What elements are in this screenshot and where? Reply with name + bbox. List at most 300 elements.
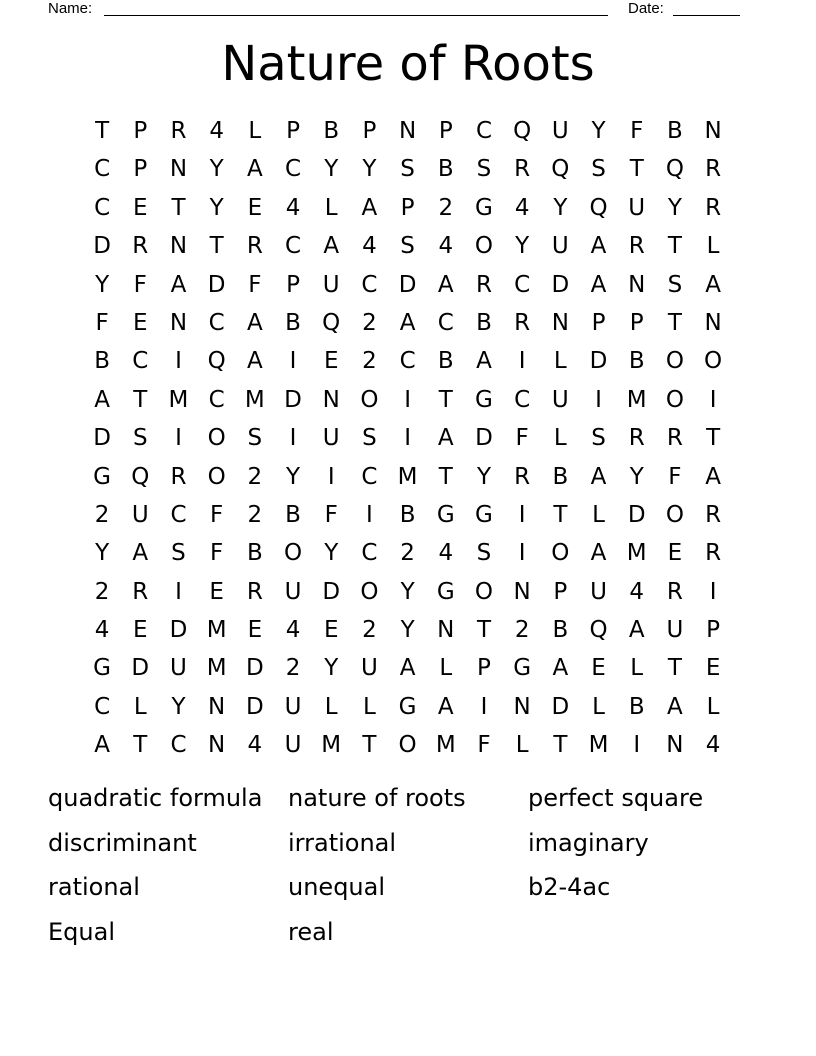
grid-letter: M	[244, 386, 265, 413]
grid-letter: E	[133, 194, 148, 221]
grid-letter: I	[404, 386, 411, 413]
grid-letter: O	[360, 578, 379, 605]
grid-letter: D	[245, 693, 264, 720]
grid-letter: T	[133, 386, 148, 413]
grid-letter: P	[286, 271, 300, 298]
grid-letter: C	[285, 156, 302, 183]
grid-letter: R	[475, 271, 492, 298]
grid-letter: L	[133, 693, 147, 720]
grid-letter: M	[435, 732, 456, 759]
grid-letter: T	[667, 233, 682, 260]
grid-letter: A	[705, 271, 721, 298]
grid-letter: R	[705, 540, 722, 567]
grid-letter: C	[514, 386, 531, 413]
grid-letter: Q	[322, 309, 341, 336]
grid-letter: R	[705, 194, 722, 221]
grid-letter: E	[323, 348, 339, 375]
grid-row	[83, 726, 733, 764]
grid-letter: C	[437, 309, 454, 336]
word-bank-item: irrational	[288, 828, 397, 857]
grid-letter: N	[398, 118, 417, 144]
word-bank-item: Equal	[48, 917, 115, 946]
grid-letter: A	[590, 540, 607, 567]
grid-letter: U	[551, 118, 569, 144]
grid-letter: P	[629, 309, 644, 336]
grid-letter: C	[361, 271, 378, 298]
grid-letter: Y	[95, 271, 110, 298]
grid-letter: Y	[400, 578, 415, 605]
grid-letter: A	[361, 194, 378, 221]
grid-letter: L	[324, 693, 338, 720]
grid-letter: S	[400, 156, 415, 183]
grid-letter: U	[322, 425, 340, 452]
word-bank-item: rational	[48, 873, 140, 901]
grid-letter: Y	[476, 463, 491, 490]
grid-letter: 4	[514, 194, 530, 221]
grid-letter: 2	[400, 540, 415, 567]
date-blank-line	[673, 15, 740, 16]
grid-letter: C	[170, 732, 187, 759]
grid-letter: Y	[209, 156, 224, 183]
word-bank	[48, 778, 768, 956]
grid-letter: S	[591, 156, 606, 183]
grid-letter: E	[323, 617, 339, 644]
grid-letter: 4	[247, 732, 263, 759]
grid-letter: A	[628, 617, 645, 644]
grid-letter: F	[133, 271, 147, 298]
name-blank-line	[104, 15, 608, 16]
grid-letter: E	[209, 578, 224, 605]
grid-letter: C	[514, 271, 531, 298]
grid-letter: R	[514, 309, 531, 336]
grid-letter: Q	[207, 348, 226, 375]
grid-letter: P	[133, 118, 148, 144]
grid-letter: 4	[438, 233, 454, 260]
grid-letter: A	[323, 233, 340, 260]
grid-letter: N	[169, 233, 188, 260]
grid-letter: Q	[551, 156, 570, 183]
grid-letter: M	[168, 386, 189, 413]
grid-letter: 2	[94, 578, 110, 605]
grid-letter: S	[667, 271, 683, 298]
grid-letter: 2	[362, 617, 377, 644]
grid-letter: A	[590, 271, 607, 298]
grid-letter: T	[362, 732, 377, 759]
grid-letter: A	[705, 463, 721, 490]
grid-letter: E	[247, 194, 263, 221]
grid-letter: A	[399, 655, 416, 682]
grid-letter: R	[514, 156, 531, 183]
grid-letter: F	[477, 732, 491, 759]
grid-letter: C	[399, 348, 416, 375]
grid-letter: A	[667, 693, 683, 720]
grid-letter: C	[208, 386, 225, 413]
grid-letter: O	[207, 463, 226, 490]
grid-letter: F	[515, 425, 529, 452]
grid-letter: T	[133, 732, 148, 759]
grid-letter: B	[323, 118, 340, 144]
grid-letter: P	[133, 156, 148, 183]
grid-letter: D	[284, 386, 302, 413]
grid-letter: O	[283, 540, 303, 567]
grid-letter: O	[474, 578, 494, 605]
grid-letter: Y	[553, 194, 568, 221]
grid-letter: G	[93, 655, 111, 682]
grid-row	[83, 688, 733, 726]
grid-letter: Y	[324, 655, 339, 682]
word-bank-item: discriminant	[48, 828, 197, 857]
grid-letter: A	[437, 425, 454, 452]
grid-letter: A	[170, 271, 187, 298]
grid-letter: B	[285, 501, 301, 528]
grid-letter: R	[666, 425, 683, 452]
grid-letter: E	[133, 309, 148, 336]
grid-letter: I	[595, 386, 602, 413]
grid-row	[83, 611, 733, 649]
grid-letter: T	[667, 309, 682, 336]
grid-letter: B	[246, 540, 263, 567]
grid-letter: U	[170, 655, 187, 682]
grid-letter: C	[475, 118, 492, 144]
grid-letter: 2	[362, 348, 377, 375]
grid-letter: Q	[589, 617, 608, 644]
grid-letter: N	[208, 693, 226, 720]
grid-letter: L	[630, 655, 644, 682]
grid-letter: D	[627, 501, 646, 528]
grid-letter: G	[475, 386, 493, 413]
grid-letter: L	[248, 118, 262, 144]
grid-letter: S	[132, 425, 148, 452]
grid-letter: A	[590, 233, 607, 260]
grid-letter: D	[322, 578, 341, 605]
grid-letter: E	[591, 655, 606, 682]
grid-letter: M	[626, 386, 647, 413]
grid-letter: B	[667, 118, 683, 144]
grid-letter: I	[518, 348, 526, 375]
grid-letter: E	[247, 617, 263, 644]
grid-letter: L	[592, 501, 605, 528]
grid-letter: I	[404, 425, 411, 452]
grid-letter: Y	[667, 194, 682, 221]
grid-letter: L	[439, 655, 453, 682]
grid-letter: Q	[665, 156, 684, 183]
grid-letter: O	[360, 386, 379, 413]
grid-letter: A	[246, 348, 263, 375]
grid-letter: Y	[324, 156, 339, 183]
grid-row	[83, 227, 733, 265]
grid-letter: P	[400, 194, 415, 221]
grid-letter: S	[476, 156, 492, 183]
grid-row	[83, 150, 733, 188]
grid-row	[83, 304, 733, 342]
grid-letter: E	[667, 540, 683, 567]
grid-letter: G	[398, 693, 417, 720]
grid-row	[83, 266, 733, 304]
grid-letter: B	[94, 348, 110, 375]
grid-letter: T	[476, 617, 491, 644]
grid-letter: B	[552, 463, 569, 490]
grid-letter: I	[175, 348, 182, 375]
grid-letter: P	[706, 617, 721, 644]
grid-letter: Y	[171, 693, 186, 720]
grid-letter: Q	[589, 194, 608, 221]
date-label: Date:	[628, 0, 664, 17]
grid-letter: S	[476, 540, 492, 567]
grid-letter: R	[514, 463, 531, 490]
grid-letter: U	[590, 578, 607, 605]
grid-letter: A	[437, 693, 454, 720]
grid-letter: A	[94, 732, 110, 759]
grid-letter: N	[169, 156, 188, 183]
grid-letter: I	[709, 386, 717, 413]
grid-letter: N	[169, 309, 188, 336]
grid-letter: T	[438, 386, 453, 413]
grid-letter: E	[705, 655, 721, 682]
grid-letter: A	[246, 156, 263, 183]
grid-letter: 2	[247, 501, 263, 528]
grid-letter: Y	[515, 233, 530, 260]
grid-letter: 4	[209, 118, 224, 144]
grid-letter: E	[133, 617, 148, 644]
word-bank-item: quadratic formula	[48, 784, 263, 812]
grid-letter: I	[289, 425, 297, 452]
word-bank-item: real	[288, 917, 334, 946]
grid-letter: 4	[362, 233, 377, 260]
grid-letter: U	[666, 617, 684, 644]
grid-letter: C	[132, 348, 149, 375]
grid-letter: O	[704, 348, 723, 375]
grid-letter: D	[589, 348, 608, 375]
grid-letter: O	[551, 540, 570, 567]
grid-letter: T	[667, 655, 682, 682]
grid-letter: Y	[324, 540, 339, 567]
header	[48, 0, 740, 20]
grid-letter: G	[475, 501, 493, 528]
grid-letter: M	[206, 655, 227, 682]
grid-letter: 4	[94, 617, 110, 644]
grid-letter: P	[553, 578, 568, 605]
grid-letter: O	[398, 732, 417, 759]
grid-letter: Y	[362, 156, 377, 183]
grid-letter: P	[591, 309, 606, 336]
grid-letter: A	[399, 309, 416, 336]
grid-letter: F	[210, 540, 224, 567]
grid-letter: D	[398, 271, 417, 298]
grid-letter: L	[515, 732, 529, 759]
grid-letter: 4	[285, 194, 301, 221]
grid-letter: 2	[94, 501, 110, 528]
grid-letter: F	[668, 463, 682, 490]
grid-letter: T	[95, 118, 110, 144]
grid-letter: L	[553, 425, 567, 452]
grid-letter: B	[552, 617, 569, 644]
grid-letter: G	[513, 655, 532, 682]
grid-letter: I	[175, 425, 182, 452]
grid-letter: N	[551, 309, 569, 336]
grid-letter: C	[94, 194, 111, 221]
grid-letter: I	[709, 578, 717, 605]
grid-letter: N	[322, 386, 340, 413]
grid-letter: B	[628, 348, 645, 375]
grid-letter: A	[246, 309, 263, 336]
grid-letter: N	[437, 617, 455, 644]
grid-letter: R	[705, 501, 722, 528]
grid-letter: M	[626, 540, 647, 567]
grid-letter: R	[246, 233, 263, 260]
grid-letter: 4	[705, 732, 721, 759]
grid-letter: L	[362, 693, 376, 720]
grid-letter: Y	[95, 540, 110, 567]
grid-letter: D	[245, 655, 264, 682]
grid-letter: C	[285, 233, 302, 260]
grid-letter: Q	[131, 463, 150, 490]
grid-letter: C	[170, 501, 187, 528]
grid-letter: T	[629, 156, 644, 183]
grid-letter: U	[284, 732, 302, 759]
word-bank-item: b2-4ac	[528, 873, 611, 901]
grid-letter: 4	[285, 617, 301, 644]
grid-row	[83, 189, 733, 227]
grid-letter: U	[284, 578, 302, 605]
grid-letter: A	[94, 386, 110, 413]
grid-letter: U	[628, 194, 646, 221]
grid-letter: O	[665, 386, 684, 413]
grid-row	[83, 534, 733, 572]
grid-letter: R	[628, 425, 645, 452]
grid-letter: T	[553, 732, 568, 759]
grid-letter: 2	[285, 655, 301, 682]
grid-letter: I	[518, 501, 526, 528]
grid-row	[83, 112, 733, 150]
grid-letter: A	[552, 655, 569, 682]
grid-letter: Y	[286, 463, 301, 490]
grid-letter: Y	[591, 118, 606, 144]
grid-letter: I	[633, 732, 641, 759]
grid-letter: T	[438, 463, 453, 490]
grid-letter: A	[476, 348, 492, 375]
grid-letter: M	[206, 617, 227, 644]
grid-letter: D	[93, 233, 111, 260]
grid-letter: N	[628, 271, 646, 298]
grid-letter: R	[666, 578, 683, 605]
grid-letter: T	[209, 233, 224, 260]
grid-letter: R	[170, 118, 187, 144]
grid-letter: I	[289, 348, 297, 375]
grid-letter: S	[400, 233, 415, 260]
grid-letter: P	[362, 118, 377, 144]
grid-letter: N	[704, 309, 722, 336]
grid-letter: D	[93, 425, 111, 452]
grid-letter: L	[706, 233, 720, 260]
grid-letter: N	[704, 118, 722, 144]
word-bank-item: perfect square	[528, 784, 704, 812]
grid-letter: O	[665, 501, 684, 528]
grid-letter: B	[628, 693, 645, 720]
grid-row	[83, 649, 733, 687]
grid-letter: G	[436, 501, 455, 528]
grid-letter: M	[588, 732, 609, 759]
grid-letter: B	[476, 309, 492, 336]
grid-letter: B	[399, 501, 416, 528]
grid-letter: F	[248, 271, 262, 298]
grid-letter: T	[171, 194, 186, 221]
grid-letter: D	[131, 655, 150, 682]
grid-letter: M	[321, 732, 342, 759]
grid-letter: C	[208, 309, 225, 336]
grid-letter: L	[553, 348, 567, 375]
grid-row	[83, 381, 733, 419]
grid-letter: A	[132, 540, 149, 567]
word-bank-item: unequal	[288, 873, 386, 901]
grid-letter: 2	[514, 617, 530, 644]
page-title: Nature of Roots	[221, 36, 595, 92]
grid-letter: P	[286, 118, 300, 144]
grid-row	[83, 573, 733, 611]
grid-letter: Y	[629, 463, 644, 490]
grid-letter: F	[95, 309, 109, 336]
grid-letter: D	[207, 271, 226, 298]
grid-row	[83, 496, 733, 534]
grid-letter: G	[93, 463, 111, 490]
grid-letter: N	[666, 732, 684, 759]
grid-letter: R	[628, 233, 645, 260]
grid-letter: B	[437, 348, 454, 375]
grid-letter: I	[480, 693, 488, 720]
grid-letter: G	[475, 194, 493, 221]
word-bank-item: imaginary	[528, 828, 649, 857]
grid-letter: 2	[362, 309, 377, 336]
grid-letter: P	[438, 118, 453, 144]
grid-letter: 4	[629, 578, 645, 605]
grid-letter: B	[437, 156, 454, 183]
grid-letter: 2	[438, 194, 454, 221]
grid-letter: L	[592, 693, 605, 720]
grid-letter: F	[630, 118, 644, 144]
grid-letter: N	[513, 693, 531, 720]
grid-letter: Q	[513, 118, 532, 144]
grid-letter: D	[475, 425, 493, 452]
grid-letter: U	[551, 386, 569, 413]
grid-letter: T	[553, 501, 568, 528]
grid-letter: L	[324, 194, 338, 221]
grid-letter: U	[322, 271, 340, 298]
grid-row	[83, 458, 733, 496]
grid-letter: R	[132, 578, 149, 605]
grid-letter: I	[518, 540, 526, 567]
grid-letter: S	[247, 425, 263, 452]
grid-letter: R	[705, 156, 722, 183]
grid-letter: F	[324, 501, 338, 528]
grid-letter: U	[131, 501, 149, 528]
grid-letter: P	[477, 655, 491, 682]
grid-letter: N	[208, 732, 226, 759]
grid-letter: U	[551, 233, 569, 260]
grid-letter: F	[210, 501, 224, 528]
grid-letter: N	[513, 578, 531, 605]
grid-letter: T	[706, 425, 721, 452]
name-label: Name:	[48, 0, 93, 17]
grid-letter: S	[362, 425, 377, 452]
grid-letter: I	[366, 501, 373, 528]
grid-letter: S	[171, 540, 186, 567]
grid-letter: R	[246, 578, 263, 605]
grid-letter: G	[436, 578, 455, 605]
grid-letter: D	[169, 617, 188, 644]
word-bank-item: nature of roots	[288, 784, 466, 812]
grid-letter: C	[94, 156, 111, 183]
grid-letter: Y	[400, 617, 415, 644]
grid-letter: O	[207, 425, 226, 452]
